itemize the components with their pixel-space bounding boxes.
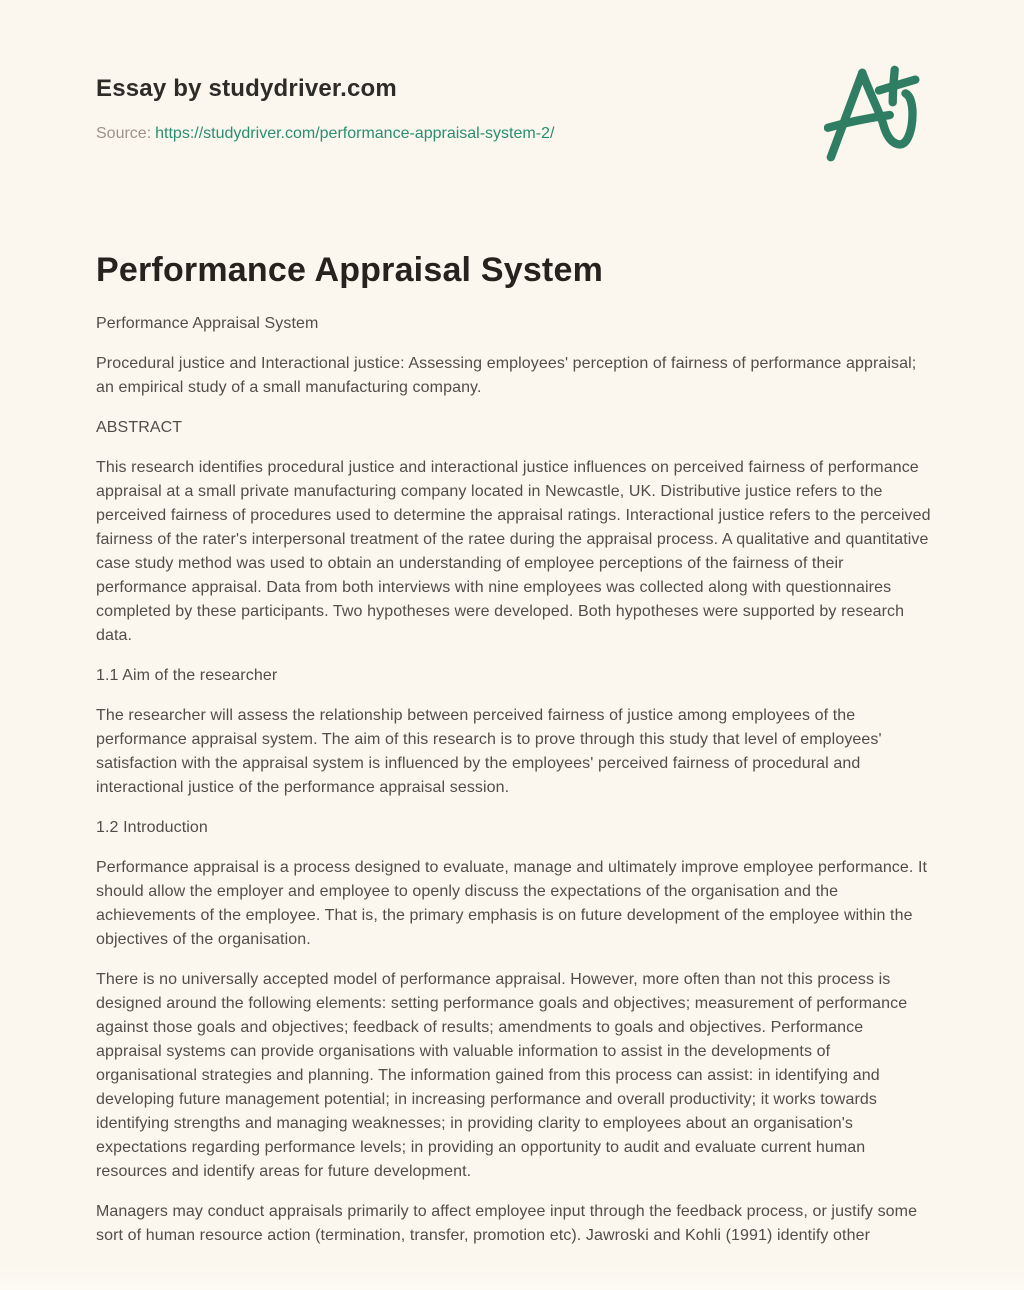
paragraph: Managers may conduct appraisals primarily to affect employee input through the feedback process, or justify some sort of human resource action (termination, transfer, promotion etc). Jawroski and Kohli (1991) identify other <box>96 1203 918 1244</box>
paragraph: ABSTRACT <box>96 419 183 436</box>
source-line <box>96 122 932 146</box>
brand-title: Essay by studydriver.com <box>96 75 397 102</box>
paragraph: 1.1 Aim of the researcher <box>96 667 278 684</box>
source-url-link[interactable]: https://studydriver.com/performance-appraisal-system-2/ <box>155 125 555 142</box>
paragraph: Performance appraisal is a process designed to evaluate, manage and ultimately improve employee performance. It should allow the employer and employee to openly discuss the expectations of the organisation and the achievements of the employee. That is, the primary emphasis is on future development of the employee within the objectives of the organisation. <box>96 859 928 948</box>
paragraph: This research identifies procedural justice and interactional justice influences on perceived fairness of performance appraisal at a small private manufacturing company located in Newcastle, UK. Distributive justice refers to the perceived fairness of procedures used to determine the appraisal ratings. Interactional justice refers to the perceived fairness of the rater's interpersonal treatment of the ratee during the appraisal process. A qualitative and quantitative case study method was used to obtain an understanding of employee perceptions of the fairness of their performance appraisal. Data from both interviews with nine employees was collected along with questionnaires completed by these participants. Two hypotheses were developed. Both hypotheses were supported by research data. <box>96 459 931 644</box>
page-title: Performance Appraisal System <box>96 251 604 289</box>
paragraph: Procedural justice and Interactional justice: Assessing employees' perception of fairness of performance appraisal; an empirical study of a small manufacturing company. <box>96 355 917 396</box>
paragraph: There is no universally accepted model of performance appraisal. However, more often than not this process is designed around the following elements: setting performance goals and objectives; measurement of performance against those goals and objectives; feedback of results; amendments to goals and objectives. Performance appraisal systems can provide organisations with valuable information to assist in the developments of organisational strategies and planning. The information gained from this process can assist: in identifying and developing future management potential; in increasing performance and overall productivity; it works towards identifying strengths and managing weaknesses; in providing clarity to employees about an organisation's expectations regarding performance levels; in providing an opportunity to audit and evaluate current human resources and identify areas for future development. <box>96 971 908 1180</box>
source-label: Source: <box>96 125 152 142</box>
article-body <box>96 312 932 1248</box>
paragraph: 1.2 Introduction <box>96 819 208 836</box>
studydriver-a-plus-logo-icon <box>824 62 932 170</box>
paragraph: Performance Appraisal System <box>96 315 319 332</box>
paragraph: The researcher will assess the relationship between perceived fairness of justice among employees of the performance appraisal system. The aim of this research is to prove through this study that level of employees' satisfaction with the appraisal system is influenced by the employees' perceived fairness of procedural and interactional justice of the performance appraisal session. <box>96 707 882 796</box>
